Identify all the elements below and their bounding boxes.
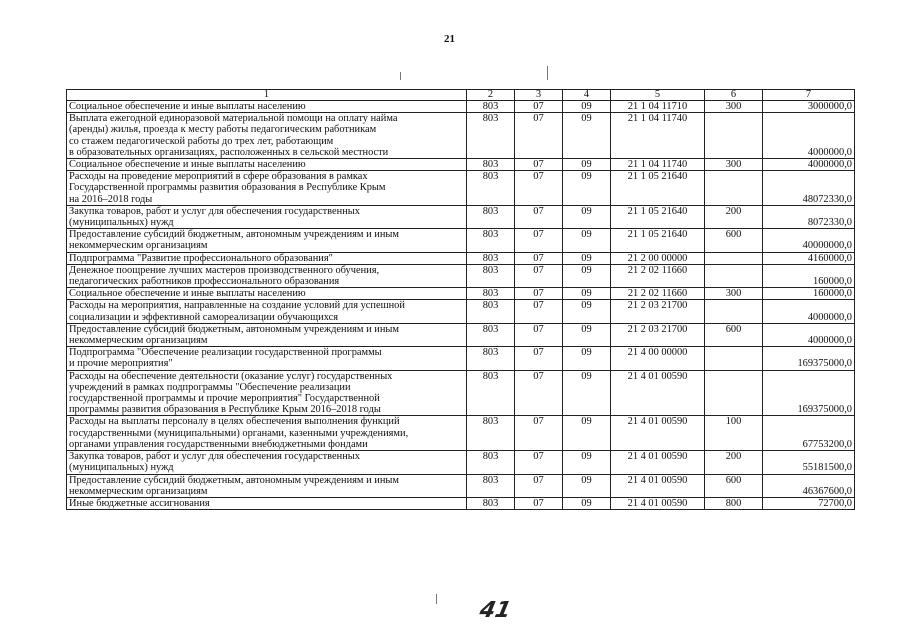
cell-subsection-code: 09 — [563, 416, 611, 451]
cell-amount: 67753200,0 — [763, 416, 855, 451]
cell-amount: 4000000,0 — [763, 159, 855, 171]
page-number: 21 — [444, 33, 455, 45]
cell-amount: 46367600,0 — [763, 474, 855, 497]
cell-ministry-code: 803 — [467, 416, 515, 451]
cell-expense-type: 200 — [705, 451, 763, 474]
cell-amount: 72700,0 — [763, 497, 855, 509]
cell-ministry-code: 803 — [467, 474, 515, 497]
cell-ministry-code: 803 — [467, 264, 515, 287]
cell-section-code: 07 — [515, 171, 563, 206]
header-col-3: 3 — [515, 90, 563, 101]
cell-ministry-code: 803 — [467, 323, 515, 346]
cell-section-code: 07 — [515, 416, 563, 451]
cell-target-article: 21 4 01 00590 — [611, 370, 705, 416]
scan-artifact — [436, 594, 437, 604]
cell-subsection-code: 09 — [563, 252, 611, 264]
cell-expense-name — [67, 497, 467, 509]
cell-subsection-code: 09 — [563, 370, 611, 416]
expense-name-line: Денежное поощрение лучших мастеров производственного обучения, — [69, 264, 380, 276]
cell-expense-name — [67, 288, 467, 300]
cell-amount: 3000000,0 — [763, 101, 855, 113]
cell-amount: 4000000,0 — [763, 300, 855, 323]
cell-target-article: 21 4 01 00590 — [611, 416, 705, 451]
cell-expense-type: 300 — [705, 101, 763, 113]
expense-name-line: некоммерческим организациям — [69, 335, 208, 347]
expense-name-line: (аренды) жилья, проезда к месту работы педагогическим работникам — [69, 124, 377, 136]
cell-ministry-code: 803 — [467, 101, 515, 113]
cell-section-code: 07 — [515, 323, 563, 346]
expense-name-line: Предоставление субсидий бюджетным, автономным учреждениям и иным — [69, 323, 399, 335]
cell-ministry-code: 803 — [467, 497, 515, 509]
expense-name-line: Расходы на выплаты персоналу в целях обеспечения выполнения функций — [69, 416, 400, 428]
table-row — [67, 171, 855, 206]
cell-target-article: 21 1 04 11710 — [611, 101, 705, 113]
cell-ministry-code: 803 — [467, 347, 515, 370]
cell-subsection-code: 09 — [563, 347, 611, 370]
cell-target-article: 21 4 01 00590 — [611, 474, 705, 497]
cell-subsection-code: 09 — [563, 300, 611, 323]
cell-expense-type — [705, 264, 763, 287]
expense-name-line: Подпрограмма "Развитие профессионального образования" — [69, 252, 333, 264]
cell-section-code: 07 — [515, 252, 563, 264]
cell-ministry-code: 803 — [467, 113, 515, 159]
table-row — [67, 113, 855, 159]
cell-ministry-code: 803 — [467, 252, 515, 264]
table-row — [67, 323, 855, 346]
cell-section-code: 07 — [515, 159, 563, 171]
cell-expense-type: 300 — [705, 288, 763, 300]
expense-name-line: Закупка товаров, работ и услуг для обеспечения государственных — [69, 205, 360, 217]
cell-expense-type — [705, 370, 763, 416]
cell-expense-type: 300 — [705, 159, 763, 171]
expense-name-line: и прочие мероприятия" — [69, 358, 173, 370]
cell-expense-name — [67, 370, 467, 416]
cell-expense-name — [67, 347, 467, 370]
expense-name-line: (муниципальных) нужд — [69, 217, 174, 229]
cell-amount: 55181500,0 — [763, 451, 855, 474]
budget-table — [66, 89, 855, 510]
cell-ministry-code: 803 — [467, 159, 515, 171]
table-row — [67, 264, 855, 287]
expense-name-line: социализации и эффективной самореализации обучающихся — [69, 311, 339, 323]
expense-name-line: государственными (муниципальными) органами, казенными учреждениями, — [69, 427, 409, 439]
cell-amount: 48072330,0 — [763, 171, 855, 206]
cell-subsection-code: 09 — [563, 171, 611, 206]
cell-section-code: 07 — [515, 288, 563, 300]
cell-subsection-code: 09 — [563, 474, 611, 497]
cell-expense-name — [67, 323, 467, 346]
cell-subsection-code: 09 — [563, 451, 611, 474]
table-row — [67, 474, 855, 497]
cell-section-code: 07 — [515, 451, 563, 474]
cell-expense-name — [67, 113, 467, 159]
cell-target-article: 21 1 05 21640 — [611, 171, 705, 206]
expense-name-line: в образовательных организациях, расположенных в сельской местности — [69, 146, 389, 158]
table-row — [67, 451, 855, 474]
cell-section-code: 07 — [515, 101, 563, 113]
expense-name-line: Социальное обеспечение и иные выплаты населению — [69, 159, 306, 171]
cell-amount: 4160000,0 — [763, 252, 855, 264]
cell-section-code: 07 — [515, 113, 563, 159]
cell-amount: 40000000,0 — [763, 229, 855, 252]
table-row — [67, 229, 855, 252]
cell-target-article: 21 1 04 11740 — [611, 113, 705, 159]
table-row — [67, 347, 855, 370]
expense-name-line: педагогических работников профессионального образования — [69, 276, 340, 288]
header-col-7: 7 — [763, 90, 855, 101]
cell-expense-type: 600 — [705, 229, 763, 252]
cell-expense-type — [705, 171, 763, 206]
cell-section-code: 07 — [515, 300, 563, 323]
expense-name-line: программы развития образования в Республике Крым 2016–2018 годы — [69, 404, 381, 416]
expense-name-line: (муниципальных) нужд — [69, 462, 174, 474]
cell-amount: 160000,0 — [763, 288, 855, 300]
expense-name-line: Расходы на мероприятия, направленные на создание условий для успешной — [69, 300, 405, 312]
cell-expense-type — [705, 300, 763, 323]
header-col-5: 5 — [611, 90, 705, 101]
cell-ministry-code: 803 — [467, 229, 515, 252]
cell-section-code: 07 — [515, 474, 563, 497]
expense-name-line: Предоставление субсидий бюджетным, автономным учреждениям и иным — [69, 229, 399, 241]
expense-name-line: некоммерческим организациям — [69, 240, 208, 252]
cell-subsection-code: 09 — [563, 229, 611, 252]
cell-expense-name — [67, 171, 467, 206]
cell-expense-type: 800 — [705, 497, 763, 509]
expense-name-line: некоммерческим организациям — [69, 485, 208, 497]
cell-expense-type — [705, 347, 763, 370]
scan-artifact — [400, 72, 401, 80]
cell-subsection-code: 09 — [563, 288, 611, 300]
cell-target-article: 21 1 05 21640 — [611, 229, 705, 252]
cell-subsection-code: 09 — [563, 113, 611, 159]
cell-target-article: 21 2 03 21700 — [611, 300, 705, 323]
expense-name-line: Социальное обеспечение и иные выплаты населению — [69, 288, 306, 300]
table-row — [67, 288, 855, 300]
cell-section-code: 07 — [515, 347, 563, 370]
scan-artifact — [547, 66, 548, 80]
cell-expense-name — [67, 300, 467, 323]
cell-ministry-code: 803 — [467, 300, 515, 323]
table-row — [67, 101, 855, 113]
expense-name-line: Предоставление субсидий бюджетным, автономным учреждениям и иным — [69, 474, 399, 486]
table-row — [67, 205, 855, 228]
cell-section-code: 07 — [515, 370, 563, 416]
table-row — [67, 300, 855, 323]
cell-expense-name — [67, 205, 467, 228]
cell-section-code: 07 — [515, 264, 563, 287]
cell-subsection-code: 09 — [563, 497, 611, 509]
cell-expense-type — [705, 113, 763, 159]
cell-amount: 4000000,0 — [763, 113, 855, 159]
cell-expense-name — [67, 474, 467, 497]
cell-amount: 4000000,0 — [763, 323, 855, 346]
expense-name-line: Закупка товаров, работ и услуг для обеспечения государственных — [69, 451, 360, 463]
header-col-6: 6 — [705, 90, 763, 101]
expense-name-line: Подпрограмма "Обеспечение реализации государственной программы — [69, 347, 382, 359]
cell-amount: 169375000,0 — [763, 347, 855, 370]
cell-expense-type: 100 — [705, 416, 763, 451]
expense-name-line: государственной программы и прочие мероприятия" Государственной — [69, 393, 380, 405]
cell-ministry-code: 803 — [467, 370, 515, 416]
cell-target-article: 21 2 03 21700 — [611, 323, 705, 346]
expense-name-line: Расходы на проведение мероприятий в сфере образования в рамках — [69, 171, 368, 183]
cell-subsection-code: 09 — [563, 264, 611, 287]
cell-expense-name — [67, 451, 467, 474]
header-col-1: 1 — [67, 90, 467, 101]
cell-amount: 8072330,0 — [763, 205, 855, 228]
expense-name-line: Расходы на обеспечение деятельности (оказание услуг) государственных — [69, 370, 393, 382]
table-row — [67, 416, 855, 451]
cell-amount: 160000,0 — [763, 264, 855, 287]
handwritten-page-note: 41 — [477, 598, 514, 623]
expense-name-line: Государственной программы развития образования в Республике Крым — [69, 182, 386, 194]
expense-name-line: органами управления государственными внебюджетными фондами — [69, 438, 368, 450]
cell-expense-type: 600 — [705, 474, 763, 497]
cell-target-article: 21 1 05 21640 — [611, 205, 705, 228]
cell-target-article: 21 2 02 11660 — [611, 264, 705, 287]
cell-expense-type: 600 — [705, 323, 763, 346]
cell-target-article: 21 4 00 00000 — [611, 347, 705, 370]
header-col-4: 4 — [563, 90, 611, 101]
cell-expense-name — [67, 229, 467, 252]
expense-name-line: Иные бюджетные ассигнования — [69, 497, 210, 509]
table-row — [67, 370, 855, 416]
table-header-row — [67, 90, 855, 101]
cell-section-code: 07 — [515, 205, 563, 228]
cell-subsection-code: 09 — [563, 101, 611, 113]
cell-section-code: 07 — [515, 497, 563, 509]
cell-section-code: 07 — [515, 229, 563, 252]
expense-name-line: Выплата ежегодной единоразовой материальной помощи на оплату найма — [69, 113, 398, 125]
expense-name-line: на 2016–2018 годы — [69, 193, 153, 205]
expense-name-line: учреждений в рамках подпрограммы "Обеспечение реализации — [69, 381, 351, 393]
table-row — [67, 252, 855, 264]
expense-name-line: со стажем педагогической работы до трех лет, работающим — [69, 135, 334, 147]
cell-target-article: 21 2 02 11660 — [611, 288, 705, 300]
cell-target-article: 21 4 01 00590 — [611, 497, 705, 509]
header-col-2: 2 — [467, 90, 515, 101]
cell-target-article: 21 2 00 00000 — [611, 252, 705, 264]
cell-expense-name — [67, 101, 467, 113]
cell-expense-name — [67, 159, 467, 171]
cell-expense-name — [67, 264, 467, 287]
cell-subsection-code: 09 — [563, 323, 611, 346]
cell-ministry-code: 803 — [467, 451, 515, 474]
expense-name-line: Социальное обеспечение и иные выплаты населению — [69, 101, 306, 112]
cell-expense-name — [67, 252, 467, 264]
cell-amount: 169375000,0 — [763, 370, 855, 416]
cell-expense-type — [705, 252, 763, 264]
cell-target-article: 21 1 04 11740 — [611, 159, 705, 171]
cell-subsection-code: 09 — [563, 159, 611, 171]
cell-ministry-code: 803 — [467, 171, 515, 206]
cell-ministry-code: 803 — [467, 205, 515, 228]
cell-expense-name — [67, 416, 467, 451]
table-row — [67, 497, 855, 509]
cell-ministry-code: 803 — [467, 288, 515, 300]
cell-target-article: 21 4 01 00590 — [611, 451, 705, 474]
table-row — [67, 159, 855, 171]
cell-subsection-code: 09 — [563, 205, 611, 228]
cell-expense-type: 200 — [705, 205, 763, 228]
